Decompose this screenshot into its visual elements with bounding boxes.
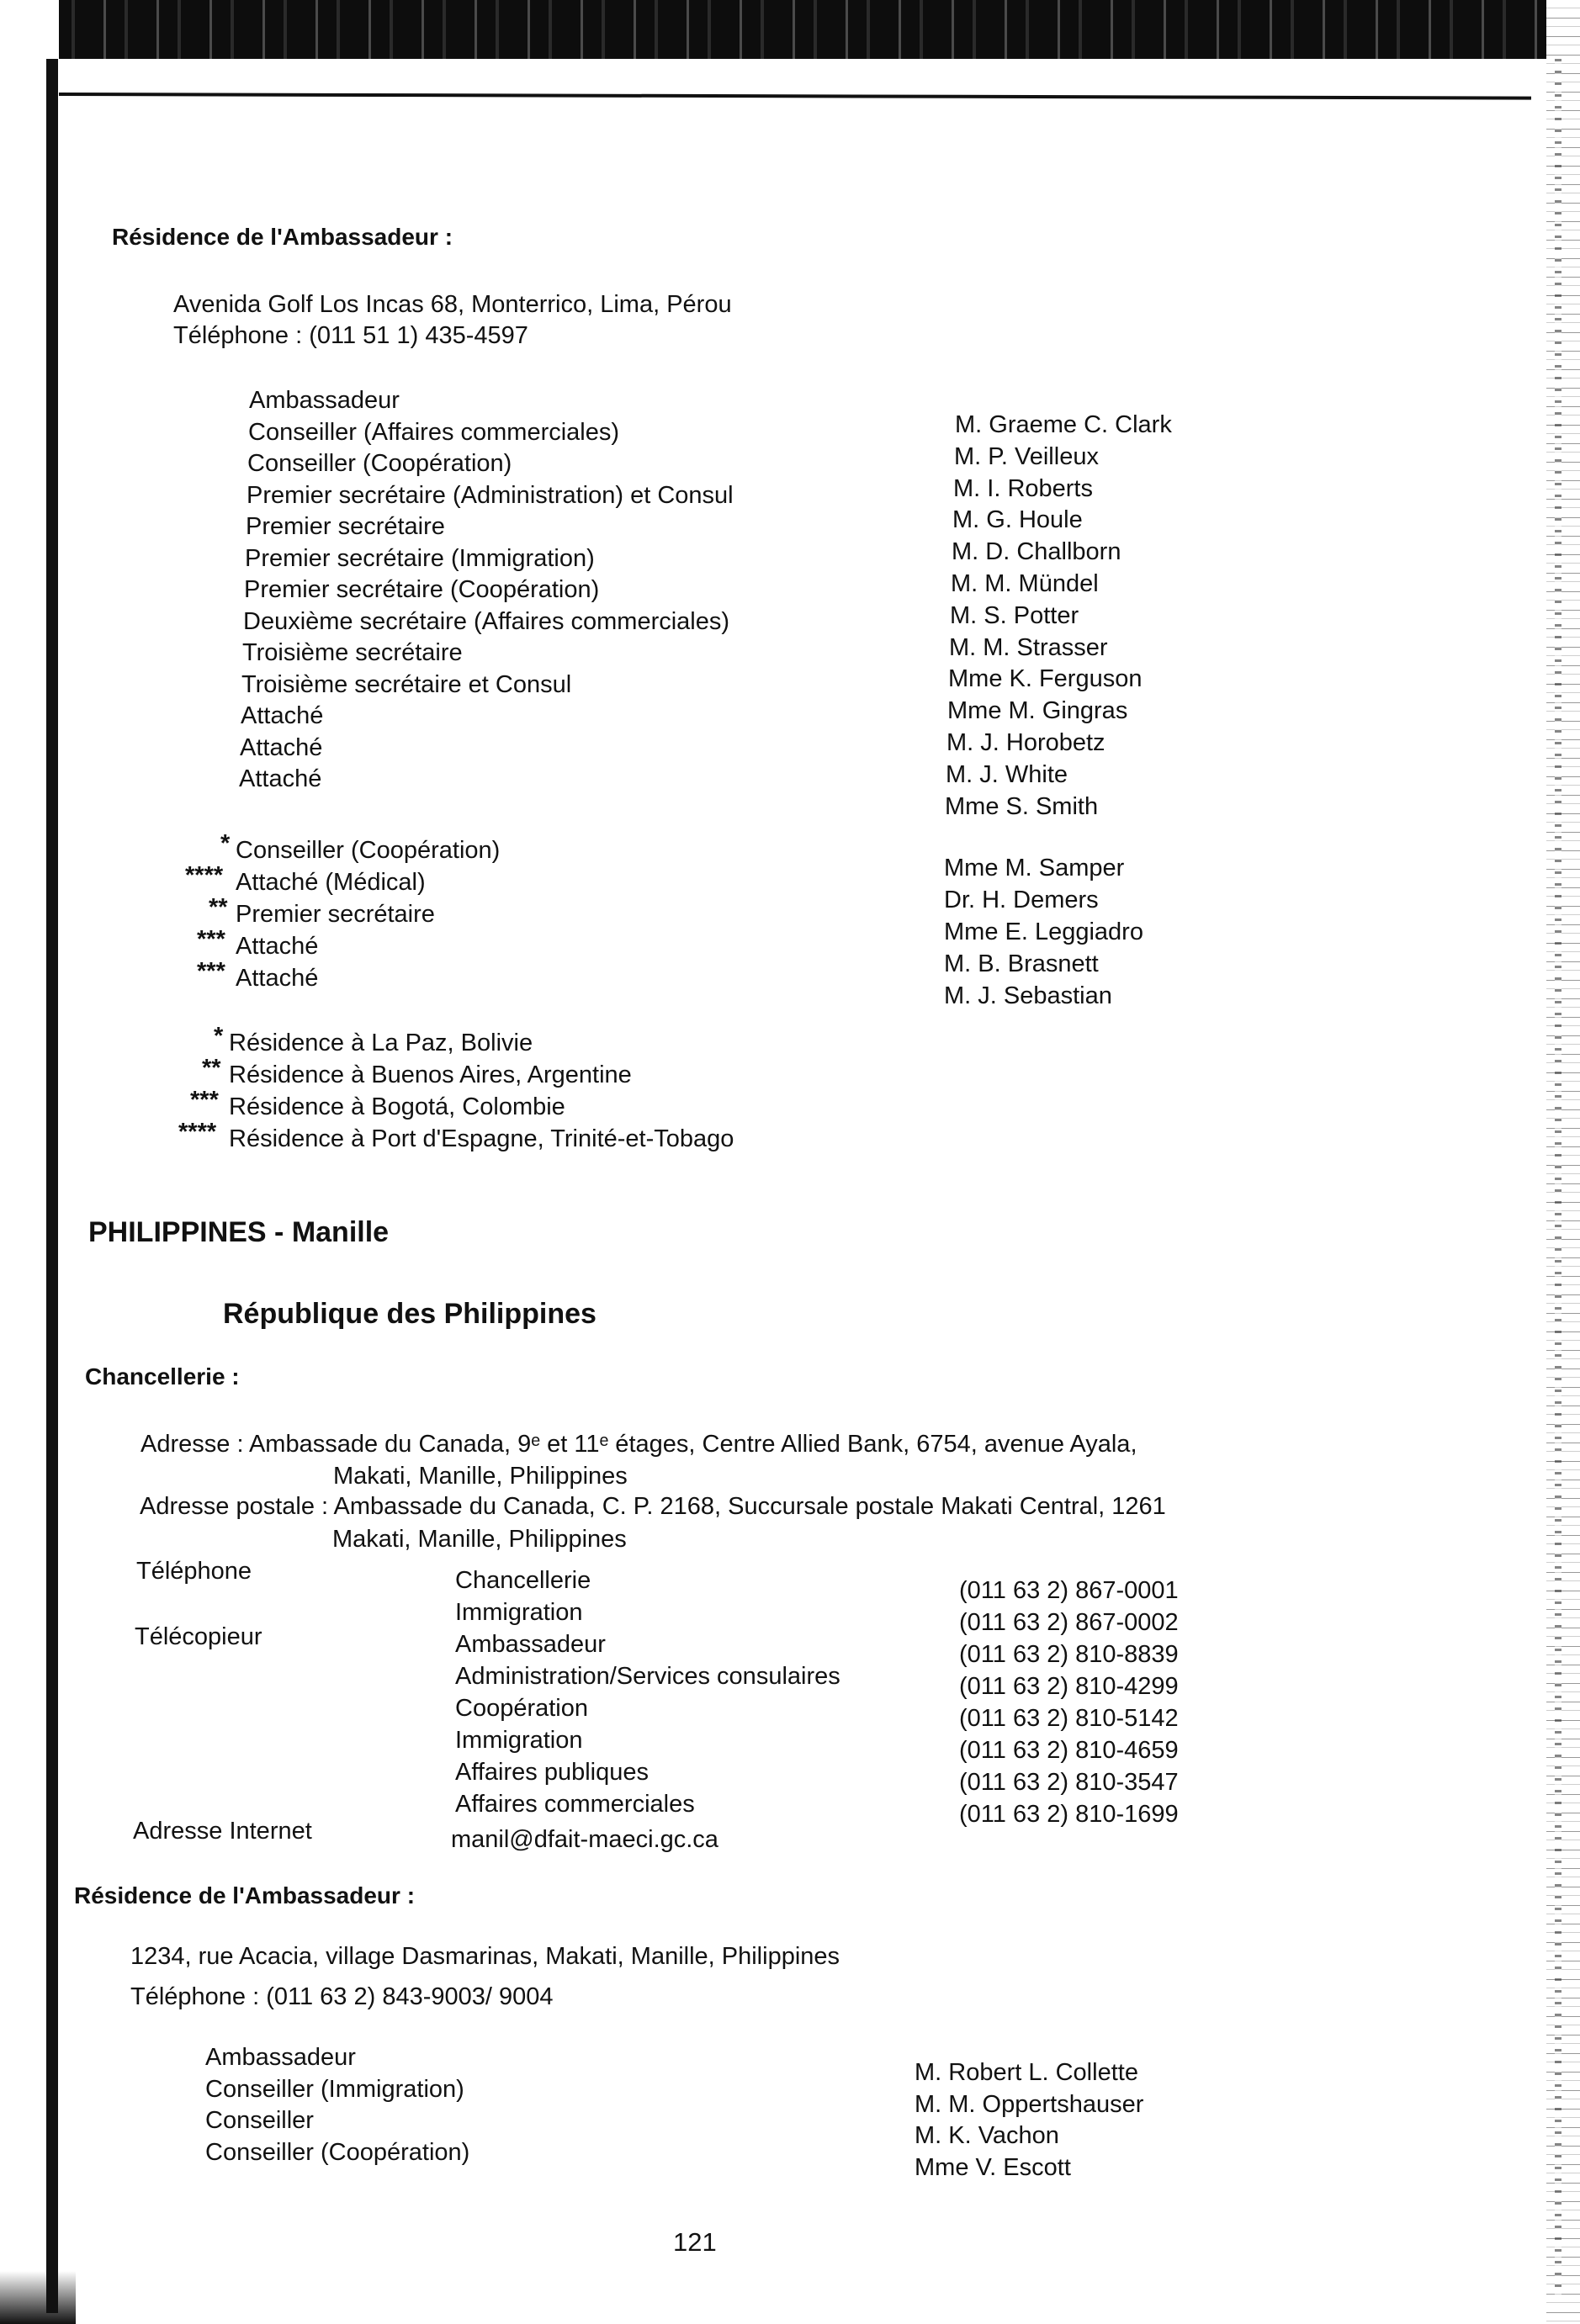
staff-title: Conseiller (Immigration) (205, 2075, 464, 2103)
staff-title: Premier secrétaire (236, 901, 435, 928)
staff-name: M. S. Potter (950, 601, 1079, 629)
footnote-mark: *** (190, 1087, 219, 1114)
staff-title: Conseiller (205, 2107, 314, 2134)
official-country-name: République des Philippines (223, 1298, 596, 1330)
telecopieur-label: Télécopieur (135, 1623, 262, 1650)
footnote-text: Résidence à La Paz, Bolivie (229, 1030, 533, 1056)
staff-name: M. J. Sebastian (944, 982, 1112, 1009)
staff-title: Attaché (240, 733, 323, 761)
chancellery-address: Adresse : Ambassade du Canada, 9ᵉ et 11ᵉ étages, Centre Allied Bank, 6754, avenue Ayala, (141, 1431, 1137, 1458)
scan-top-border (0, 0, 1580, 59)
contact-number: (011 63 2) 810-8839 (959, 1641, 1179, 1668)
staff-name: Mme K. Ferguson (948, 665, 1143, 693)
contact-service: Coopération (455, 1695, 588, 1722)
staff-name: M. Robert L. Collette (915, 2059, 1138, 2086)
telephone-label: Téléphone (136, 1558, 252, 1585)
scan-right-edge (1555, 59, 1561, 2296)
staff-title: Conseiller (Coopération) (205, 2138, 470, 2166)
staff-title: Attaché (Médical) (236, 869, 426, 896)
staff-name: Mme V. Escott (915, 2153, 1071, 2181)
contact-number: (011 63 2) 810-3547 (959, 1769, 1179, 1796)
contact-number: (011 63 2) 810-5142 (959, 1705, 1179, 1732)
peru-residence-phone: Téléphone : (011 51 1) 435-4597 (173, 322, 528, 349)
ph-residence-heading: Résidence de l'Ambassadeur : (74, 1882, 416, 1908)
contact-service: Immigration (455, 1599, 583, 1626)
staff-name: Mme E. Leggiadro (944, 918, 1143, 945)
staff-name: M. J. Horobetz (946, 729, 1105, 756)
staff-title: Conseiller (Coopération) (236, 837, 501, 864)
staff-title: Premier secrétaire (Administration) et Consul (247, 481, 734, 509)
staff-name: M. B. Brasnett (944, 950, 1099, 977)
staff-name: M. J. White (946, 760, 1068, 788)
staff-title: Attaché (236, 933, 319, 960)
footnote-mark: **** (185, 862, 224, 889)
staff-name: Mme S. Smith (945, 792, 1099, 820)
scan-right-margin (1546, 0, 1580, 2324)
contact-service: Administration/Services consulaires (455, 1663, 840, 1690)
footnote-mark: *** (197, 958, 225, 985)
contact-number: (011 63 2) 810-4659 (959, 1737, 1179, 1764)
staff-title: Premier secrétaire (Coopération) (244, 576, 600, 603)
footnote-text: Résidence à Bogotá, Colombie (229, 1093, 565, 1120)
staff-title: Conseiller (Affaires commerciales) (248, 418, 620, 446)
staff-title: Troisième secrétaire (242, 639, 463, 666)
staff-name: Mme M. Gingras (947, 697, 1128, 725)
staff-name: Dr. H. Demers (944, 887, 1099, 913)
staff-title: Premier secrétaire (246, 513, 445, 540)
footnote-mark: ** (209, 894, 228, 921)
chancellery-heading: Chancellerie : (85, 1363, 240, 1390)
staff-name: M. K. Vachon (915, 2122, 1059, 2149)
staff-title: Troisième secrétaire et Consul (241, 670, 572, 698)
staff-title: Conseiller (Coopération) (247, 450, 512, 477)
staff-title: Attaché (239, 765, 322, 792)
scan-bottom-corner (0, 2271, 76, 2324)
staff-name: M. G. Houle (952, 506, 1083, 534)
page-number: 121 (673, 2227, 717, 2257)
staff-name: M. M. Mündel (951, 570, 1099, 597)
contact-number: (011 63 2) 867-0001 (959, 1577, 1179, 1604)
peru-residence-address: Avenida Golf Los Incas 68, Monterrico, Lima, Pérou (173, 291, 732, 318)
footnote-mark: * (214, 1023, 224, 1050)
header-rule (59, 93, 1531, 100)
footnote-mark: **** (178, 1119, 217, 1146)
ph-residence-phone: Téléphone : (011 63 2) 843-9003/ 9004 (130, 1983, 554, 2010)
staff-name: M. D. Challborn (952, 538, 1121, 566)
country-heading: PHILIPPINES - Manille (88, 1216, 390, 1248)
staff-title: Ambassadeur (249, 387, 400, 414)
staff-name: M. P. Veilleux (954, 442, 1099, 470)
footnote-mark: * (220, 830, 231, 857)
staff-title: Premier secrétaire (Immigration) (245, 544, 595, 572)
staff-title: Attaché (236, 965, 319, 992)
chancellery-address-cont: Makati, Manille, Philippines (333, 1463, 628, 1490)
contact-service: Affaires publiques (455, 1759, 649, 1786)
contact-service: Affaires commerciales (455, 1791, 695, 1818)
staff-title: Deuxième secrétaire (Affaires commerciales) (243, 607, 730, 635)
footnote-mark: ** (202, 1055, 221, 1082)
internet-address: manil@dfait-maeci.gc.ca (451, 1826, 718, 1853)
staff-name: Mme M. Samper (944, 855, 1125, 881)
contact-number: (011 63 2) 867-0002 (959, 1609, 1179, 1636)
scan-left-edge (46, 59, 58, 2313)
contact-service: Immigration (455, 1727, 583, 1754)
postal-address-cont: Makati, Manille, Philippines (332, 1526, 627, 1553)
staff-name: M. Graeme C. Clark (955, 411, 1172, 438)
staff-name: M. M. Oppertshauser (915, 2090, 1144, 2118)
peru-residence-heading: Résidence de l'Ambassadeur : (112, 224, 453, 250)
footnote-text: Résidence à Port d'Espagne, Trinité-et-Tobago (229, 1125, 734, 1152)
contact-number: (011 63 2) 810-4299 (959, 1673, 1179, 1700)
footnote-mark: *** (197, 926, 225, 953)
staff-name: M. I. Roberts (953, 474, 1093, 502)
staff-name: M. M. Strasser (949, 633, 1108, 661)
contact-service: Chancellerie (455, 1567, 591, 1594)
contact-service: Ambassadeur (455, 1631, 606, 1658)
ph-residence-address: 1234, rue Acacia, village Dasmarinas, Makati, Manille, Philippines (130, 1943, 840, 1970)
contact-number: (011 63 2) 810-1699 (959, 1801, 1179, 1828)
staff-title: Attaché (241, 702, 324, 729)
postal-address: Adresse postale : Ambassade du Canada, C. P. 2168, Succursale postale Makati Central, 1261 (140, 1493, 1166, 1520)
internet-label: Adresse Internet (133, 1818, 312, 1845)
staff-title: Ambassadeur (205, 2044, 356, 2071)
footnote-text: Résidence à Buenos Aires, Argentine (229, 1061, 632, 1088)
